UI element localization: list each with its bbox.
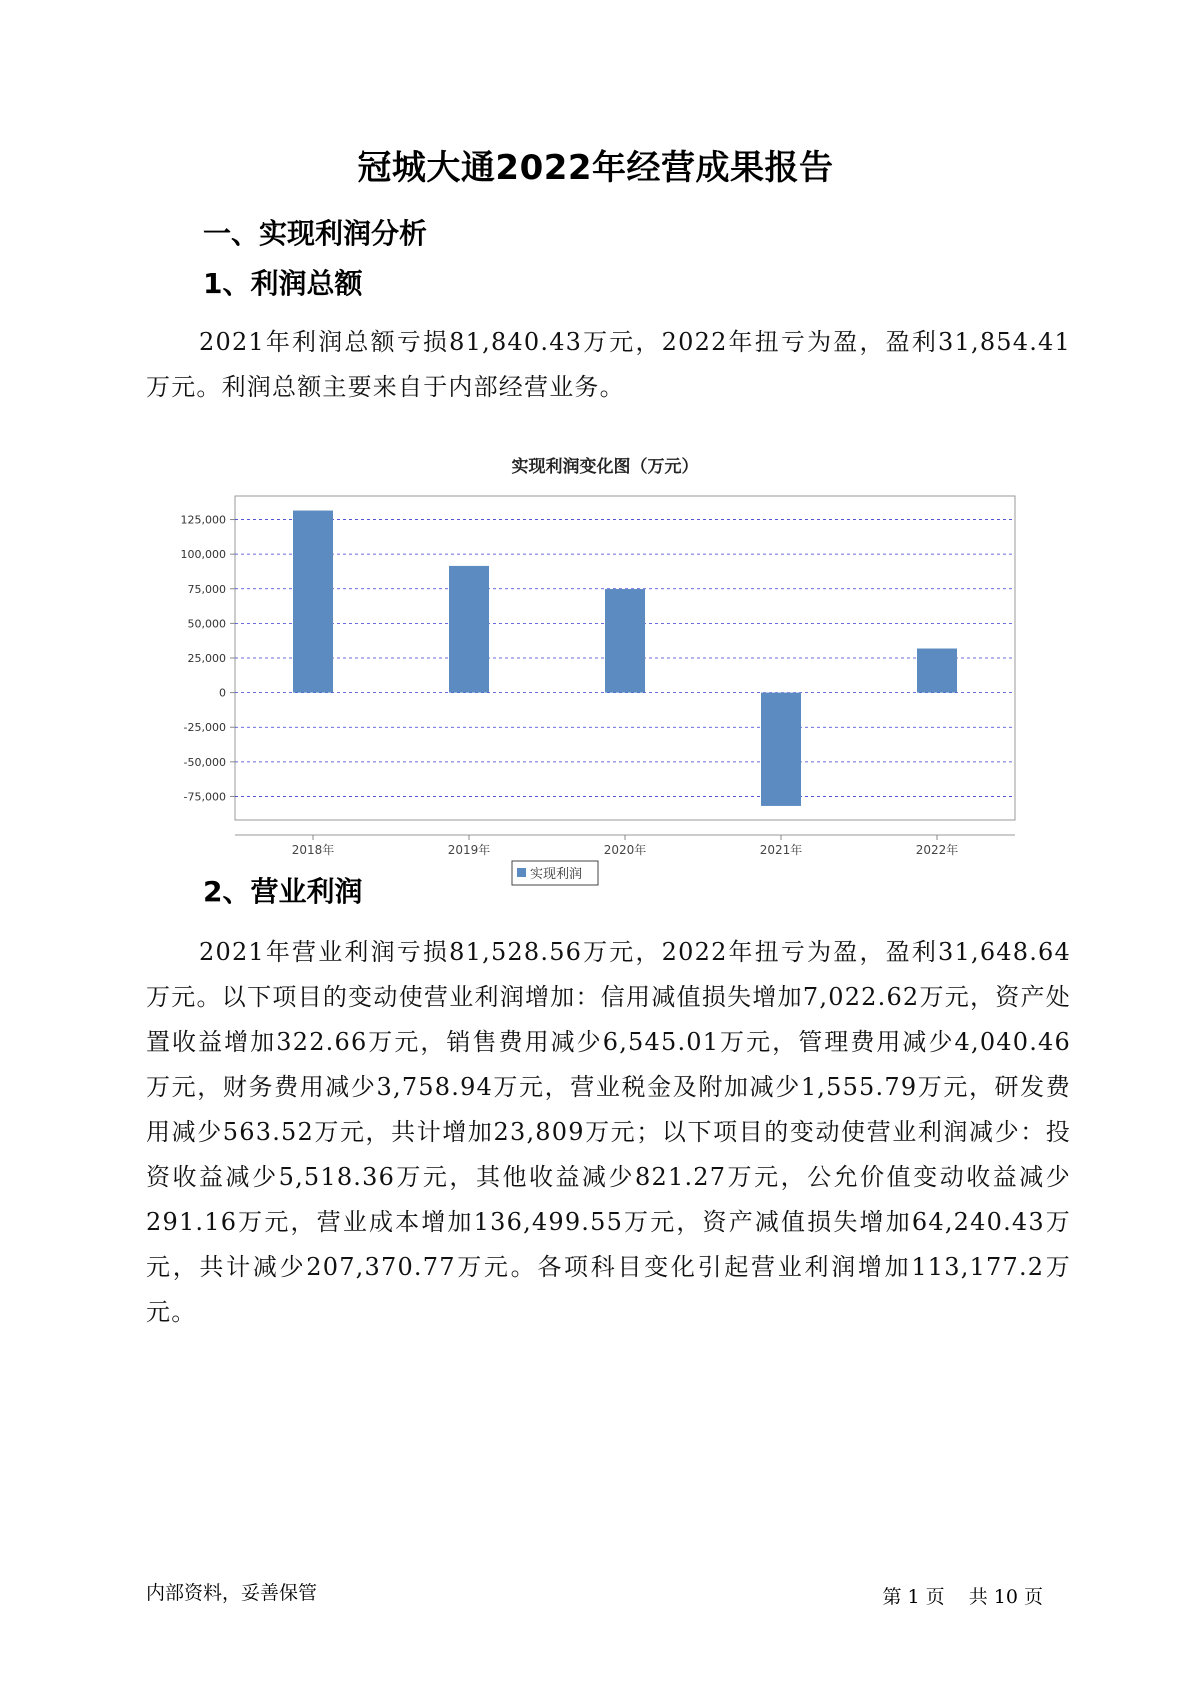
y-tick-label: 0: [219, 686, 226, 700]
x-tick-label: 2021年: [759, 843, 803, 857]
subsection-heading-total-profit: 1、利润总额: [203, 267, 363, 300]
section-heading-profit-analysis: 一、实现利润分析: [203, 217, 428, 250]
document-title: 冠城大通2022年经营成果报告: [357, 148, 834, 188]
y-tick-label: -25,000: [183, 721, 226, 735]
x-tick-label: 2019年: [447, 843, 491, 857]
y-tick-label: 100,000: [180, 548, 226, 562]
total-profit-paragraph: 2021年利润总额亏损81,840.43万元，2022年扭亏为盈，盈利31,854.41万元。利润总额主要来自于内部经营业务。: [146, 328, 1071, 401]
y-tick-label: 50,000: [187, 617, 226, 631]
x-tick-label: 2018年: [291, 843, 335, 857]
legend-swatch: [517, 868, 526, 877]
y-tick-label: 75,000: [187, 582, 226, 596]
chart-legend: [512, 861, 598, 885]
total-suffix: 页: [1023, 1586, 1043, 1608]
bar-1: [293, 511, 333, 693]
page-number: 1: [907, 1586, 920, 1608]
y-tick-label: -75,000: [183, 790, 226, 804]
page-prefix: 第: [882, 1586, 902, 1608]
footer-page-indicator: [880, 1582, 1046, 1609]
x-tick-label: 2020年: [603, 843, 647, 857]
legend-label: 实现利润: [530, 867, 583, 882]
total-pages: 10: [993, 1586, 1018, 1608]
operating-profit-paragraph: 2021年营业利润亏损81,528.56万元，2022年扭亏为盈，盈利31,648.64万元。以下项目的变动使营业利润增加：信用减值损失增加7,022.62万元，资产处置收益增加322.66万元，销售费用减少6,545.01万元，管理费用减少4,040.46万元，财务费用减少3,758.94万元，营业税金及附加减少1,555.79万元，研发费用减少563.52万元，共计增加23,809万元；以下项目的变动使营业利润减少：投资收益减少5,518.36万元，其他收益减少821.27万元，公允价值变动收益减少291.16万元，营业成本增加136,499.55万元，资产减值损失增加64,240.43万元，共计减少207,370.77万元。各项科目变化引起营业利润增加113,177.2万元。: [146, 938, 1071, 1326]
bar-4: [761, 693, 801, 806]
total-prefix: 共: [968, 1586, 988, 1608]
page-suffix: 页: [925, 1586, 945, 1608]
bar-2: [449, 566, 489, 693]
footer-confidential-note: 内部资料，妥善保管: [146, 1582, 318, 1604]
y-tick-label: -50,000: [183, 755, 226, 769]
x-tick-label: 2022年: [915, 843, 959, 857]
chart-title: 实现利润变化图（万元）: [511, 457, 699, 477]
bar-3: [605, 589, 645, 693]
y-tick-label: 125,000: [180, 513, 226, 527]
bar-5: [917, 649, 957, 693]
subsection-heading-operating-profit: 2、营业利润: [203, 875, 363, 908]
profit-bar-chart: [150, 450, 1050, 882]
y-tick-label: 25,000: [187, 652, 226, 665]
